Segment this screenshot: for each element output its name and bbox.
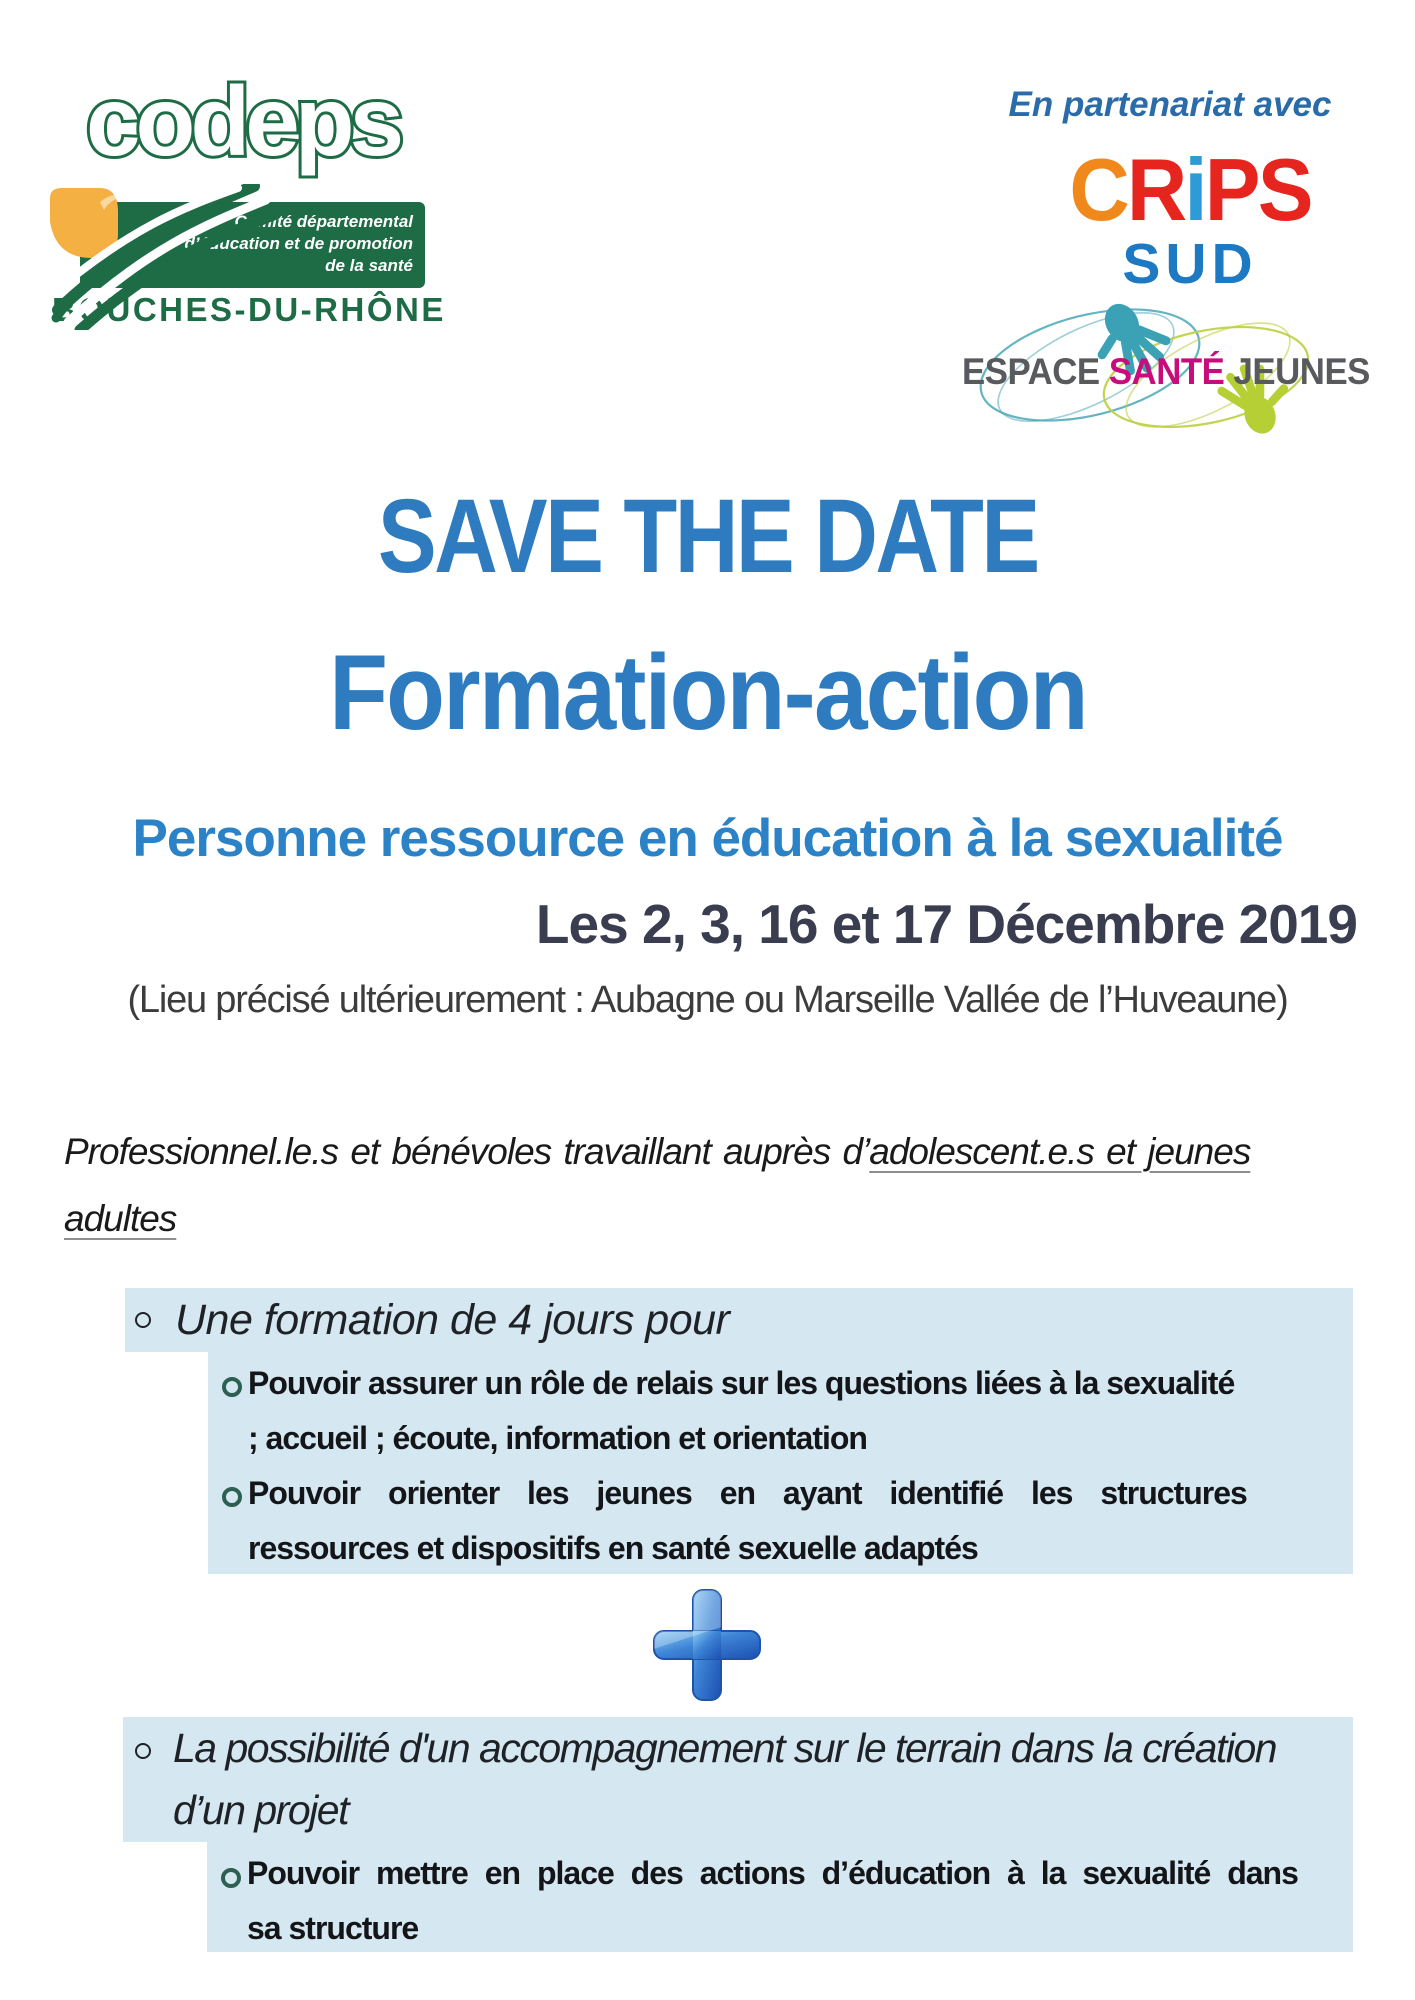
bullet-circle-icon [222,1377,242,1397]
crips-letter-s: S [1257,140,1311,239]
audience-line2: adultes [64,1198,177,1239]
codeps-tagline-line3: de la santé [325,256,413,276]
esj-wordmark [962,351,1370,393]
codeps-swoosh-graphic [42,184,294,330]
section2-items [207,1842,1353,1952]
codeps-tagline-line2: d’éducation et de promotion [184,234,413,254]
bullet-circle-icon [135,1312,151,1328]
location-line: (Lieu précisé ultérieurement : Aubagne ou Marseille Vallée de l’Huveaune) [127,979,1288,1021]
audience-underlined-part: adolescent.e.s et jeunes [869,1131,1251,1172]
subtitle: Personne ressource en éducation à la sexualité [132,809,1283,868]
esj-word-jeunes: JEUNES [1233,351,1370,392]
section2-heading-band [123,1717,1353,1842]
section1-heading-band [125,1288,1353,1352]
crips-letter-i: i [1184,140,1205,239]
crips-sud-label: SUD [1122,232,1258,296]
plus-icon-graphic [650,1586,764,1704]
codeps-region-label: BOUCHES-DU-RHÔNE [52,291,446,328]
section1-item2-line2: ressources et dispositifs en santé sexuelle adaptés [248,1530,978,1566]
section2-heading-line1: La possibilité d'un accompagnement sur le terrain dans la création [173,1725,1277,1771]
esj-word-espace: ESPACE [962,351,1100,392]
plus-icon [650,1586,764,1704]
section1-items [208,1352,1353,1574]
crips-sud-logo [1060,140,1320,296]
codeps-wordmark: codeps [86,66,400,176]
section2-item1-line2: sa structure [247,1910,419,1946]
codeps-tagline-line1: Comité départemental [234,212,413,231]
bullet-circle-icon [221,1868,241,1888]
section1-item1-line1: Pouvoir assurer un rôle de relais sur les questions liées à la sexualité [248,1365,1235,1401]
espace-sante-jeunes-logo [950,293,1370,443]
section1-item1-line2: ; accueil ; écoute, information et orientation [248,1420,867,1456]
bullet-circle-icon [222,1487,242,1507]
section1-heading: Une formation de 4 jours pour [175,1296,730,1344]
date-line: Les 2, 3, 16 et 17 Décembre 2019 [535,893,1357,955]
crips-letter-c: C [1069,140,1127,239]
codeps-logo [52,66,446,336]
crips-letter-r: R [1126,140,1185,239]
crips-wordmark [1067,140,1314,239]
esj-word-sante: SANTÉ [1108,351,1225,392]
audience-line1: Professionnel.le.s et bénévoles travaillant auprès d’adolescent.e.s et jeunes [64,1131,1251,1172]
audience-paragraph [64,1118,1354,1252]
formation-action-title: Formation-action [328,632,1087,752]
section2-item1-line1: Pouvoir mettre en place des actions d’éducation à la sexualité dans [247,1855,1298,1891]
section2-heading-line2: d’un projet [173,1787,348,1833]
save-the-date-title: SAVE THE DATE [377,478,1038,595]
bullet-circle-icon [135,1743,151,1759]
partner-label: En partenariat avec [1008,85,1332,124]
crips-letter-p: P [1204,140,1258,239]
section1-item2-line1: Pouvoir orienter les jeunes en ayant identifié les structures [248,1475,1247,1511]
